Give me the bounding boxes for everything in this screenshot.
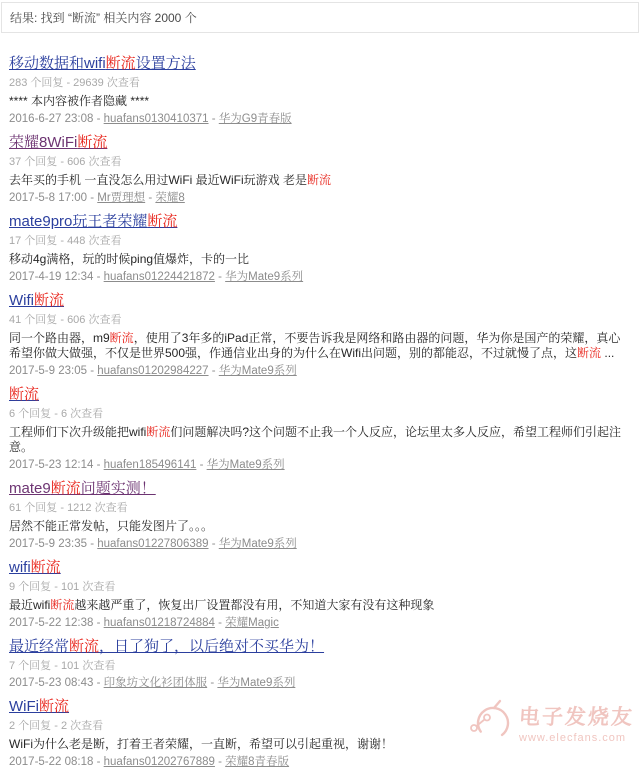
title-keyword-highlight: 断流: [9, 386, 40, 403]
snippet-text: 移动4g满格，玩的时候ping值爆炸，卡的一比: [9, 252, 250, 266]
result-dateline: [9, 677, 631, 690]
snippet-text: 去年买的手机 一直没怎么用过WiFi 最近WiFi玩游戏 老是: [9, 173, 307, 187]
result-author-link[interactable]: huafans01224421872: [103, 271, 215, 283]
result-date: 2017-5-22 08:18: [9, 756, 94, 768]
dateline-separator: -: [93, 677, 104, 689]
elecfans-circuit-logo-icon: [467, 697, 513, 748]
result-snippet: [9, 425, 631, 455]
snippet-text: ，使用了3年多的iPad正常，不要告诉我是网络和路由器的问题，华为你是国产的荣耀，真心希望你做大做强，不仅是世界500强，作通信业出身的为什么在Wifi出问题，别的都能忍，不过就慢了点，这: [9, 331, 621, 360]
title-keyword-highlight: 断流: [147, 213, 178, 230]
result-forum-link[interactable]: 荣耀Magic: [225, 617, 279, 629]
dateline-separator: -: [145, 192, 156, 204]
result-forum-link[interactable]: 华为Mate9系列: [218, 538, 297, 550]
result-title-link[interactable]: [9, 55, 196, 72]
result-forum-link[interactable]: 华为Mate9系列: [206, 459, 285, 471]
dateline-separator: -: [207, 677, 218, 689]
result-date: 2017-5-9 23:35: [9, 538, 88, 550]
snippet-text: **** 本内容被作者隐藏 ****: [9, 94, 150, 108]
snippet-text: ...: [601, 346, 615, 360]
title-keyword-highlight: 断流: [69, 638, 100, 655]
snippet-keyword-highlight: 断流: [50, 598, 75, 612]
search-result-item: [9, 638, 631, 690]
result-forum-link[interactable]: 华为Mate9系列: [225, 271, 304, 283]
title-keyword-highlight: 断流: [105, 55, 136, 72]
dateline-separator: -: [93, 271, 104, 283]
result-meta: 283 个回复 - 29639 次查看: [9, 77, 140, 89]
title-text: 移动数据和wifi: [9, 55, 106, 72]
result-author-link[interactable]: huafen185496141: [103, 459, 197, 471]
result-author-link[interactable]: huafans0130410371: [103, 113, 209, 125]
result-meta: 9 个回复 - 101 次查看: [9, 581, 116, 593]
result-dateline: [9, 113, 631, 126]
dateline-separator: -: [214, 756, 226, 768]
snippet-text: 越来越严重了，恢复出厂设置都没有用，不知道大家有没有这种现象: [74, 598, 435, 612]
dateline-separator: -: [208, 538, 219, 550]
result-meta: 2 个回复 - 2 次查看: [9, 720, 104, 732]
result-title-link[interactable]: [9, 386, 39, 403]
result-forum-link[interactable]: 华为G9青春版: [218, 113, 292, 125]
title-text: 设置方法: [135, 55, 196, 72]
title-text: WiFi: [9, 698, 39, 715]
title-keyword-highlight: 断流: [30, 559, 61, 576]
search-result-item: [9, 55, 631, 126]
dateline-separator: -: [214, 271, 226, 283]
result-date: 2017-5-8 17:00: [9, 192, 88, 204]
title-keyword-highlight: 断流: [39, 698, 70, 715]
result-author-link[interactable]: huafans01202984227: [97, 365, 209, 377]
result-dateline: [9, 617, 631, 630]
dateline-separator: -: [87, 192, 98, 204]
snippet-text: 最近wifi: [9, 598, 51, 612]
result-forum-link[interactable]: 华为Mate9系列: [217, 677, 296, 689]
result-snippet: [9, 519, 631, 534]
search-result-item: [9, 386, 631, 472]
result-meta: 41 个回复 - 606 次查看: [9, 314, 122, 326]
result-snippet: [9, 331, 631, 361]
search-result-item: [9, 213, 631, 284]
search-result-item: [9, 559, 631, 630]
watermark-url: www.elecfans.com: [519, 732, 627, 744]
title-text: 最近经常: [9, 638, 70, 655]
result-forum-link[interactable]: 荣耀8: [155, 192, 185, 204]
title-text: mate9pro玩王者荣耀: [9, 213, 148, 230]
result-dateline: [9, 756, 631, 769]
title-text: ，日了狗了，以后绝对不买华为！: [99, 638, 325, 655]
result-date: 2017-4-19 12:34: [9, 271, 94, 283]
result-author-link[interactable]: Mr贾理想: [97, 192, 146, 204]
result-date: 2017-5-23 08:43: [9, 677, 94, 689]
title-text: 问题实测！: [80, 480, 156, 497]
result-forum-link[interactable]: 华为Mate9系列: [218, 365, 297, 377]
result-author-link[interactable]: 印象坊文化衫团体服: [103, 677, 208, 689]
result-snippet: [9, 173, 631, 188]
dateline-separator: -: [93, 459, 104, 471]
result-date: 2017-5-22 12:38: [9, 617, 94, 629]
search-result-item: [9, 480, 631, 551]
title-text: Wifi: [9, 292, 34, 309]
result-date: 2016-6-27 23:08: [9, 113, 94, 125]
elecfans-watermark: [467, 697, 634, 748]
result-snippet: [9, 94, 631, 109]
title-keyword-highlight: 断流: [77, 134, 108, 151]
result-dateline: [9, 271, 631, 284]
result-title-link[interactable]: [9, 134, 107, 151]
result-date: 2017-5-23 12:14: [9, 459, 94, 471]
dateline-separator: -: [93, 756, 104, 768]
result-title-link[interactable]: [9, 698, 69, 715]
result-dateline: [9, 538, 631, 551]
dateline-separator: -: [93, 617, 104, 629]
dateline-separator: -: [214, 617, 226, 629]
snippet-keyword-highlight: 断流: [146, 425, 171, 439]
result-forum-link[interactable]: 荣耀8青春版: [225, 756, 290, 768]
result-title-link[interactable]: [9, 480, 156, 497]
dateline-separator: -: [208, 365, 219, 377]
results-summary-bar: [1, 2, 639, 33]
result-dateline: [9, 192, 631, 205]
result-dateline: [9, 365, 631, 378]
dateline-separator: -: [87, 365, 98, 377]
snippet-text: 居然不能正常发帖，只能发图片了。。。: [9, 519, 214, 533]
title-text: mate9: [9, 480, 51, 497]
result-title-link[interactable]: [9, 213, 177, 230]
result-title-link[interactable]: [9, 559, 61, 576]
snippet-keyword-highlight: 断流: [306, 173, 331, 187]
result-meta: 7 个回复 - 101 次查看: [9, 660, 116, 672]
watermark-text: [519, 701, 634, 744]
snippet-keyword-highlight: 断流: [577, 346, 602, 360]
result-meta: 17 个回复 - 448 次查看: [9, 235, 122, 247]
result-snippet: [9, 598, 631, 613]
results-list: [0, 33, 640, 769]
snippet-text: WiFi为什么老是断，打着王者荣耀，一直断，希望可以引起重视，谢谢！: [9, 737, 393, 751]
result-author-link[interactable]: huafans01218724884: [103, 617, 215, 629]
search-result-item: [9, 134, 631, 205]
snippet-text: 同一个路由器，m9: [9, 331, 110, 345]
snippet-keyword-highlight: 断流: [109, 331, 134, 345]
result-meta: 37 个回复 - 606 次查看: [9, 156, 122, 168]
title-text: 荣耀8WiFi: [9, 134, 78, 151]
title-keyword-highlight: 断流: [34, 292, 65, 309]
result-date: 2017-5-9 23:05: [9, 365, 88, 377]
watermark-brand: 电子发烧友: [518, 706, 635, 729]
search-result-item: [9, 292, 631, 378]
dateline-separator: -: [87, 538, 98, 550]
title-keyword-highlight: 断流: [50, 480, 81, 497]
result-author-link[interactable]: huafans01227806389: [97, 538, 209, 550]
result-dateline: [9, 459, 631, 472]
result-snippet: [9, 252, 631, 267]
result-author-link[interactable]: huafans01202767889: [103, 756, 215, 768]
results-summary-text: 结果: 找到 “断流” 相关内容 2000 个: [10, 11, 197, 25]
result-title-link[interactable]: [9, 292, 64, 309]
result-meta: 61 个回复 - 1212 次查看: [9, 502, 128, 514]
result-meta: 6 个回复 - 6 次查看: [9, 408, 104, 420]
dateline-separator: -: [208, 113, 219, 125]
dateline-separator: -: [196, 459, 207, 471]
result-title-link[interactable]: [9, 638, 324, 655]
title-text: wifi: [9, 559, 31, 576]
snippet-text: 工程师们下次升级能把wifi: [9, 425, 147, 439]
dateline-separator: -: [93, 113, 104, 125]
snippet-text: 们问题解决吗?这个问题不止我一个人反应，论坛里太多人反应，希望工程师们引起注意。: [9, 425, 622, 454]
